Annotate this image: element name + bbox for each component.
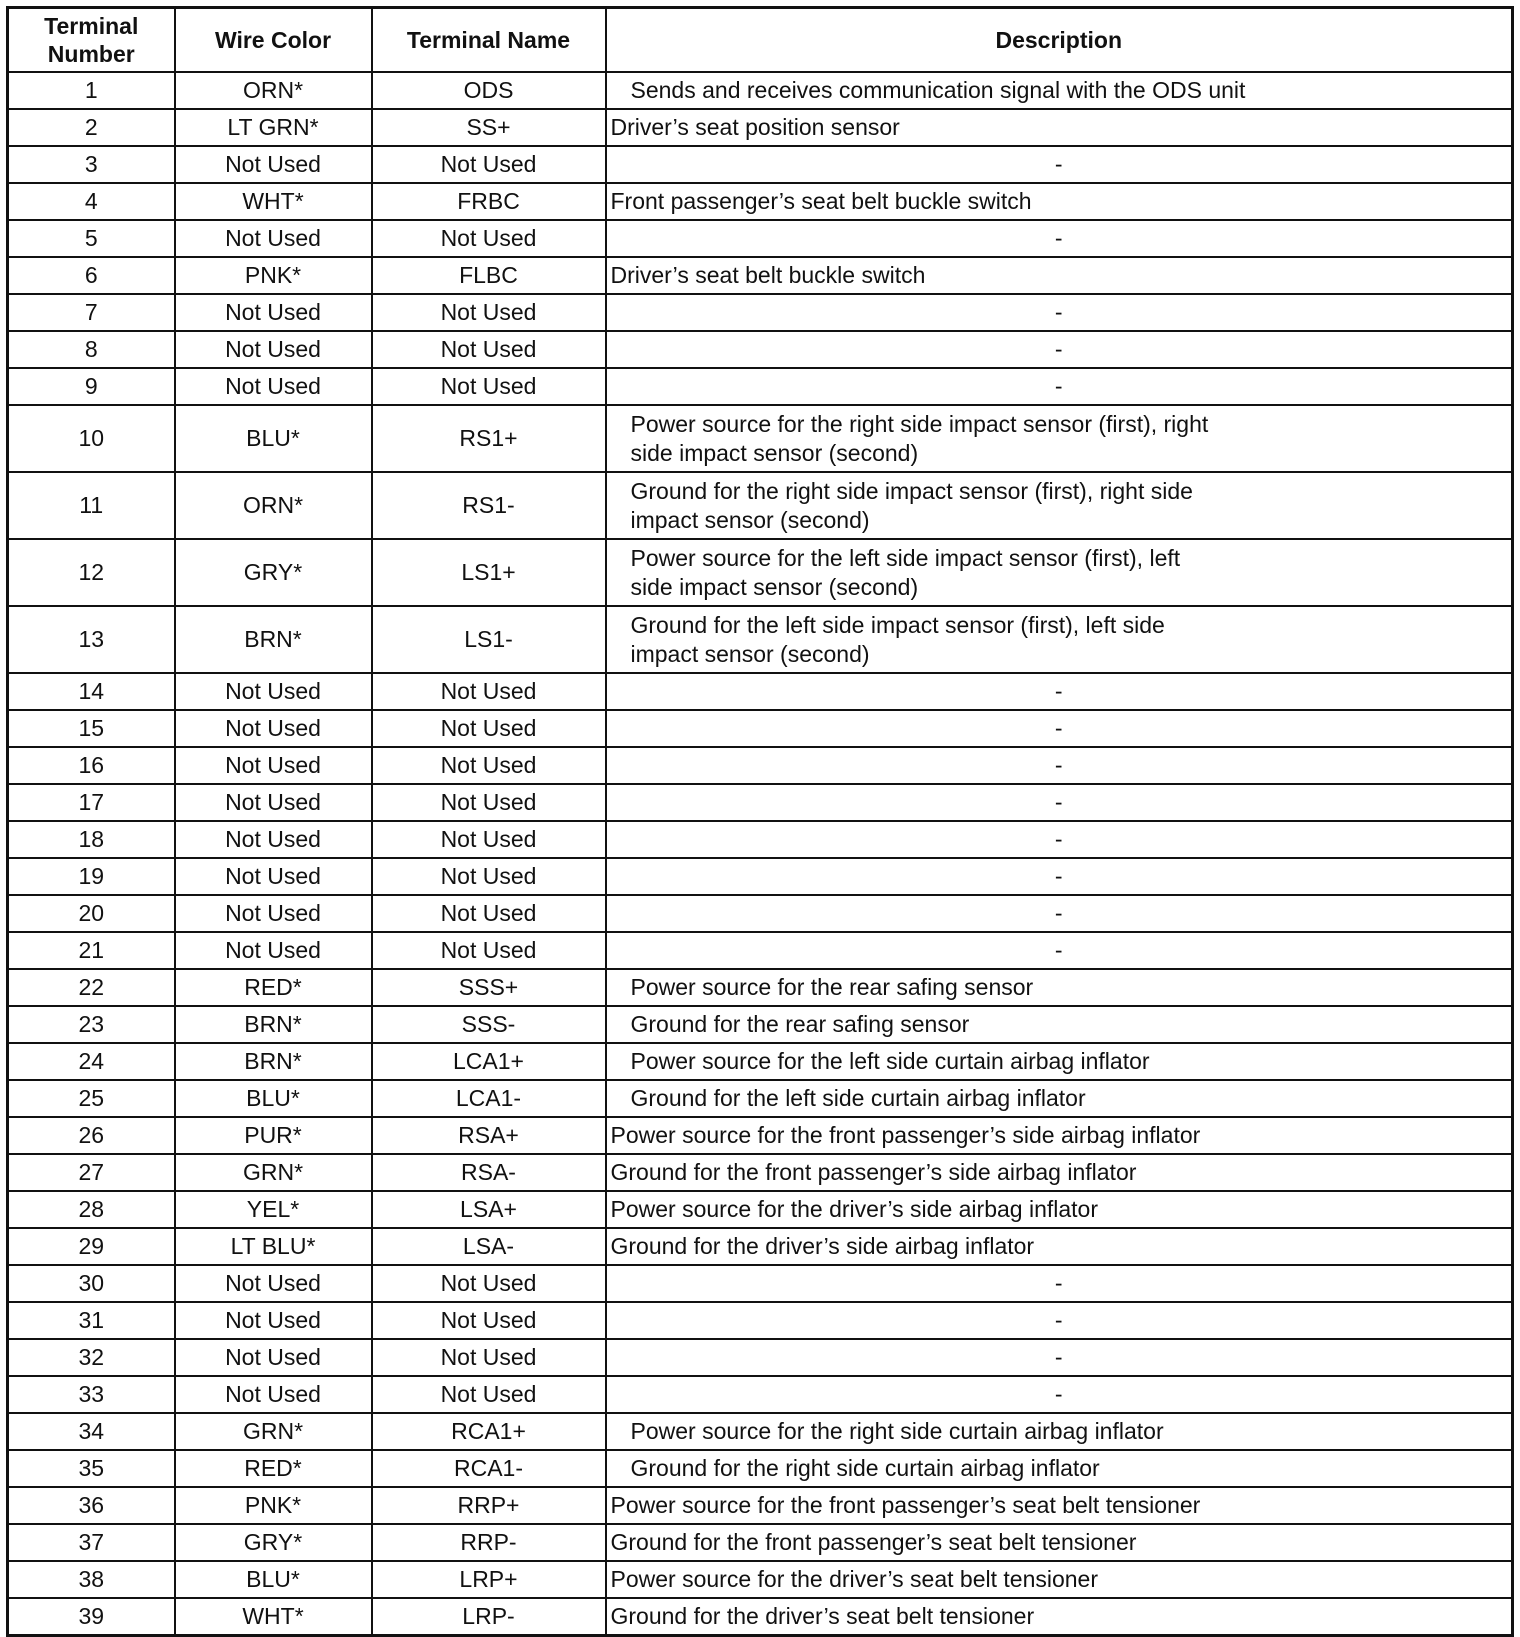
description-cell (606, 1006, 1513, 1043)
description-line: Ground for the front passenger’s side airbag inflator (610, 1159, 1137, 1185)
terminal-number-cell: 32 (8, 1339, 175, 1376)
description-line: - (1054, 1270, 1063, 1296)
description-cell (606, 1339, 1513, 1376)
table-row (8, 1006, 1513, 1043)
terminal-name-cell: ODS (372, 72, 606, 109)
terminal-name-cell: RS1- (372, 472, 606, 539)
wire-color-cell: LT BLU* (175, 1228, 372, 1265)
description-cell (606, 1117, 1513, 1154)
terminal-name-cell: RCA1+ (372, 1413, 606, 1450)
terminal-number-cell: 35 (8, 1450, 175, 1487)
terminal-number-cell: 34 (8, 1413, 175, 1450)
description-line: - (1054, 715, 1063, 741)
terminal-name-cell: SSS- (372, 1006, 606, 1043)
terminal-number-cell: 29 (8, 1228, 175, 1265)
terminal-number-cell: 14 (8, 673, 175, 710)
table-row (8, 1450, 1513, 1487)
table-row (8, 1154, 1513, 1191)
terminal-number-cell: 3 (8, 146, 175, 183)
terminal-number-cell: 8 (8, 331, 175, 368)
terminal-number-cell: 10 (8, 405, 175, 472)
description-cell (606, 72, 1513, 109)
terminal-name-cell: RRP+ (372, 1487, 606, 1524)
wire-color-cell: GRN* (175, 1154, 372, 1191)
description-line: impact sensor (second) (630, 640, 870, 667)
terminal-name-cell: Not Used (372, 1302, 606, 1339)
terminal-number-cell: 30 (8, 1265, 175, 1302)
description-cell (606, 606, 1513, 673)
terminal-name-cell: Not Used (372, 1265, 606, 1302)
terminal-number-cell: 23 (8, 1006, 175, 1043)
terminal-number-cell: 1 (8, 72, 175, 109)
description-line: Front passenger’s seat belt buckle switch (610, 188, 1032, 214)
wire-color-cell: Not Used (175, 673, 372, 710)
description-line: impact sensor (second) (630, 506, 870, 533)
terminal-number-cell: 39 (8, 1598, 175, 1636)
wire-color-cell: PNK* (175, 257, 372, 294)
description-line: - (1054, 1381, 1063, 1407)
description-cell (606, 1413, 1513, 1450)
terminal-name-cell: Not Used (372, 821, 606, 858)
table-row (8, 72, 1513, 109)
table-row (8, 294, 1513, 331)
description-line: Ground for the driver’s side airbag inflator (610, 1233, 1035, 1259)
description-cell (606, 673, 1513, 710)
table-row (8, 1191, 1513, 1228)
description-cell (606, 331, 1513, 368)
description-cell (606, 1487, 1513, 1524)
table-row (8, 858, 1513, 895)
description-cell (606, 969, 1513, 1006)
terminal-name-cell: RS1+ (372, 405, 606, 472)
wire-color-cell: PUR* (175, 1117, 372, 1154)
description-cell (606, 1043, 1513, 1080)
terminal-number-cell: 27 (8, 1154, 175, 1191)
wire-color-cell: BRN* (175, 1006, 372, 1043)
description-cell (606, 1302, 1513, 1339)
table-row (8, 368, 1513, 405)
wire-color-cell: Not Used (175, 1302, 372, 1339)
terminal-name-cell: SSS+ (372, 969, 606, 1006)
terminal-name-cell: Not Used (372, 858, 606, 895)
terminal-number-cell: 13 (8, 606, 175, 673)
wire-color-cell: Not Used (175, 710, 372, 747)
wire-color-cell: Not Used (175, 294, 372, 331)
wire-color-cell: ORN* (175, 472, 372, 539)
description-cell (606, 1228, 1513, 1265)
header-terminal-number: Terminal Number (8, 8, 175, 73)
description-line: Ground for the left side curtain airbag inflator (630, 1085, 1086, 1111)
description-cell (606, 932, 1513, 969)
terminal-number-cell: 18 (8, 821, 175, 858)
description-line: side impact sensor (second) (630, 573, 919, 600)
terminal-table-wrapper (6, 6, 1514, 1637)
description-line: - (1054, 225, 1063, 251)
terminal-name-cell: Not Used (372, 331, 606, 368)
table-row (8, 1265, 1513, 1302)
description-line: Power source for the right side curtain airbag inflator (630, 1418, 1164, 1444)
terminal-name-cell: Not Used (372, 1376, 606, 1413)
wire-color-cell: Not Used (175, 1376, 372, 1413)
terminal-number-cell: 26 (8, 1117, 175, 1154)
table-row (8, 1524, 1513, 1561)
table-row (8, 472, 1513, 539)
description-cell (606, 895, 1513, 932)
terminal-number-cell: 37 (8, 1524, 175, 1561)
terminal-number-cell: 12 (8, 539, 175, 606)
terminal-name-cell: Not Used (372, 673, 606, 710)
table-row (8, 1598, 1513, 1636)
table-body (8, 72, 1513, 1636)
wire-color-cell: Not Used (175, 932, 372, 969)
description-line: - (1054, 1344, 1063, 1370)
terminal-name-cell: Not Used (372, 294, 606, 331)
description-cell (606, 1154, 1513, 1191)
wire-color-cell: PNK* (175, 1487, 372, 1524)
description-cell (606, 784, 1513, 821)
description-line: - (1054, 752, 1063, 778)
wire-color-cell: Not Used (175, 821, 372, 858)
table-row (8, 109, 1513, 146)
description-line: Ground for the driver’s seat belt tensioner (610, 1603, 1035, 1629)
description-line: - (1054, 678, 1063, 704)
wire-color-cell: ORN* (175, 72, 372, 109)
terminal-name-cell: LS1- (372, 606, 606, 673)
wire-color-cell: BRN* (175, 1043, 372, 1080)
description-cell (606, 1376, 1513, 1413)
wire-color-cell: Not Used (175, 747, 372, 784)
terminal-number-cell: 33 (8, 1376, 175, 1413)
wire-color-cell: Not Used (175, 146, 372, 183)
description-line: Power source for the front passenger’s side airbag inflator (610, 1122, 1201, 1148)
terminal-number-cell: 20 (8, 895, 175, 932)
terminal-name-cell: Not Used (372, 368, 606, 405)
description-line: Ground for the right side impact sensor (first), right side (630, 477, 1193, 504)
terminal-number-cell: 6 (8, 257, 175, 294)
terminal-number-cell: 22 (8, 969, 175, 1006)
description-line: Ground for the right side curtain airbag inflator (630, 1455, 1100, 1481)
description-cell (606, 472, 1513, 539)
table-row (8, 606, 1513, 673)
description-cell (606, 1191, 1513, 1228)
terminal-number-cell: 24 (8, 1043, 175, 1080)
description-line: - (1054, 937, 1063, 963)
wire-color-cell: GRY* (175, 539, 372, 606)
terminal-name-cell: LCA1- (372, 1080, 606, 1117)
table-row (8, 220, 1513, 257)
description-line: Power source for the front passenger’s seat belt tensioner (610, 1492, 1201, 1518)
table-row (8, 969, 1513, 1006)
description-line: Sends and receives communication signal with the ODS unit (630, 77, 1246, 103)
description-line: Power source for the left side curtain airbag inflator (630, 1048, 1150, 1074)
description-cell (606, 405, 1513, 472)
table-row (8, 1339, 1513, 1376)
table-row (8, 747, 1513, 784)
terminal-name-cell: Not Used (372, 895, 606, 932)
terminal-number-cell: 36 (8, 1487, 175, 1524)
table-row (8, 673, 1513, 710)
description-line: Ground for the front passenger’s seat belt tensioner (610, 1529, 1137, 1555)
description-line: - (1054, 373, 1063, 399)
terminal-number-cell: 16 (8, 747, 175, 784)
description-line: Ground for the rear safing sensor (630, 1011, 970, 1037)
terminal-table (6, 6, 1514, 1637)
description-line: Power source for the right side impact sensor (first), right (630, 410, 1209, 437)
table-row (8, 1117, 1513, 1154)
terminal-name-cell: LS1+ (372, 539, 606, 606)
description-line: - (1054, 151, 1063, 177)
description-cell (606, 1265, 1513, 1302)
header-description: Description (606, 8, 1513, 73)
description-cell (606, 183, 1513, 220)
description-cell (606, 747, 1513, 784)
table-row (8, 1487, 1513, 1524)
description-line: - (1054, 789, 1063, 815)
table-row (8, 1228, 1513, 1265)
wire-color-cell: RED* (175, 1450, 372, 1487)
table-row (8, 1080, 1513, 1117)
terminal-number-cell: 17 (8, 784, 175, 821)
description-line: - (1054, 900, 1063, 926)
terminal-name-cell: RRP- (372, 1524, 606, 1561)
table-row (8, 257, 1513, 294)
wire-color-cell: Not Used (175, 368, 372, 405)
wire-color-cell: Not Used (175, 220, 372, 257)
terminal-name-cell: FRBC (372, 183, 606, 220)
table-row (8, 821, 1513, 858)
terminal-number-cell: 9 (8, 368, 175, 405)
description-cell (606, 710, 1513, 747)
wire-color-cell: Not Used (175, 1339, 372, 1376)
wire-color-cell: BLU* (175, 405, 372, 472)
terminal-number-cell: 4 (8, 183, 175, 220)
wire-color-cell: LT GRN* (175, 109, 372, 146)
description-line: Power source for the driver’s side airbag inflator (610, 1196, 1098, 1222)
terminal-number-cell: 15 (8, 710, 175, 747)
wire-color-cell: WHT* (175, 183, 372, 220)
table-row (8, 932, 1513, 969)
wire-color-cell: Not Used (175, 1265, 372, 1302)
table-row (8, 146, 1513, 183)
terminal-name-cell: Not Used (372, 1339, 606, 1376)
description-cell (606, 1524, 1513, 1561)
terminal-name-cell: LRP- (372, 1598, 606, 1636)
terminal-number-cell: 38 (8, 1561, 175, 1598)
terminal-name-cell: Not Used (372, 146, 606, 183)
wire-color-cell: BRN* (175, 606, 372, 673)
wire-color-cell: RED* (175, 969, 372, 1006)
description-cell (606, 539, 1513, 606)
wire-color-cell: Not Used (175, 331, 372, 368)
terminal-name-cell: Not Used (372, 220, 606, 257)
description-line: Power source for the rear safing sensor (630, 974, 1034, 1000)
wire-color-cell: Not Used (175, 895, 372, 932)
description-cell (606, 1080, 1513, 1117)
terminal-name-cell: RSA+ (372, 1117, 606, 1154)
wire-color-cell: BLU* (175, 1561, 372, 1598)
table-row (8, 1043, 1513, 1080)
terminal-number-cell: 19 (8, 858, 175, 895)
description-cell (606, 1450, 1513, 1487)
terminal-number-cell: 2 (8, 109, 175, 146)
description-cell (606, 1598, 1513, 1636)
table-row (8, 331, 1513, 368)
table-row (8, 405, 1513, 472)
description-cell (606, 858, 1513, 895)
terminal-number-cell: 28 (8, 1191, 175, 1228)
terminal-number-cell: 31 (8, 1302, 175, 1339)
description-cell (606, 1561, 1513, 1598)
table-row (8, 784, 1513, 821)
table-row (8, 539, 1513, 606)
terminal-name-cell: FLBC (372, 257, 606, 294)
description-cell (606, 368, 1513, 405)
description-line: Ground for the left side impact sensor (first), left side (630, 611, 1165, 638)
description-line: - (1054, 336, 1063, 362)
terminal-number-cell: 11 (8, 472, 175, 539)
description-line: side impact sensor (second) (630, 439, 919, 466)
description-cell (606, 146, 1513, 183)
description-cell (606, 294, 1513, 331)
terminal-name-cell: Not Used (372, 784, 606, 821)
table-row (8, 1302, 1513, 1339)
description-line: Driver’s seat belt buckle switch (610, 262, 926, 288)
wire-color-cell: Not Used (175, 784, 372, 821)
table-row (8, 183, 1513, 220)
description-line: - (1054, 299, 1063, 325)
table-row (8, 1561, 1513, 1598)
table-row (8, 1376, 1513, 1413)
terminal-name-cell: RCA1- (372, 1450, 606, 1487)
description-cell (606, 257, 1513, 294)
wire-color-cell: YEL* (175, 1191, 372, 1228)
terminal-name-cell: LCA1+ (372, 1043, 606, 1080)
terminal-name-cell: LRP+ (372, 1561, 606, 1598)
description-cell (606, 821, 1513, 858)
terminal-name-cell: RSA- (372, 1154, 606, 1191)
terminal-name-cell: SS+ (372, 109, 606, 146)
terminal-name-cell: Not Used (372, 747, 606, 784)
table-row (8, 895, 1513, 932)
table-row (8, 1413, 1513, 1450)
header-wire-color: Wire Color (175, 8, 372, 73)
terminal-name-cell: Not Used (372, 932, 606, 969)
wire-color-cell: WHT* (175, 1598, 372, 1636)
terminal-name-cell: Not Used (372, 710, 606, 747)
wire-color-cell: Not Used (175, 858, 372, 895)
terminal-name-cell: LSA+ (372, 1191, 606, 1228)
description-line: Power source for the driver’s seat belt tensioner (610, 1566, 1099, 1592)
table-row (8, 710, 1513, 747)
description-line: - (1054, 1307, 1063, 1333)
description-line: - (1054, 863, 1063, 889)
header-row (8, 8, 1513, 73)
description-line: Driver’s seat position sensor (610, 114, 900, 140)
terminal-number-cell: 7 (8, 294, 175, 331)
wire-color-cell: BLU* (175, 1080, 372, 1117)
description-line: Power source for the left side impact sensor (first), left (630, 544, 1181, 571)
description-cell (606, 109, 1513, 146)
terminal-number-cell: 21 (8, 932, 175, 969)
terminal-number-cell: 25 (8, 1080, 175, 1117)
description-cell (606, 220, 1513, 257)
wire-color-cell: GRN* (175, 1413, 372, 1450)
description-line: - (1054, 826, 1063, 852)
wire-color-cell: GRY* (175, 1524, 372, 1561)
terminal-number-cell: 5 (8, 220, 175, 257)
terminal-name-cell: LSA- (372, 1228, 606, 1265)
header-terminal-name: Terminal Name (372, 8, 606, 73)
